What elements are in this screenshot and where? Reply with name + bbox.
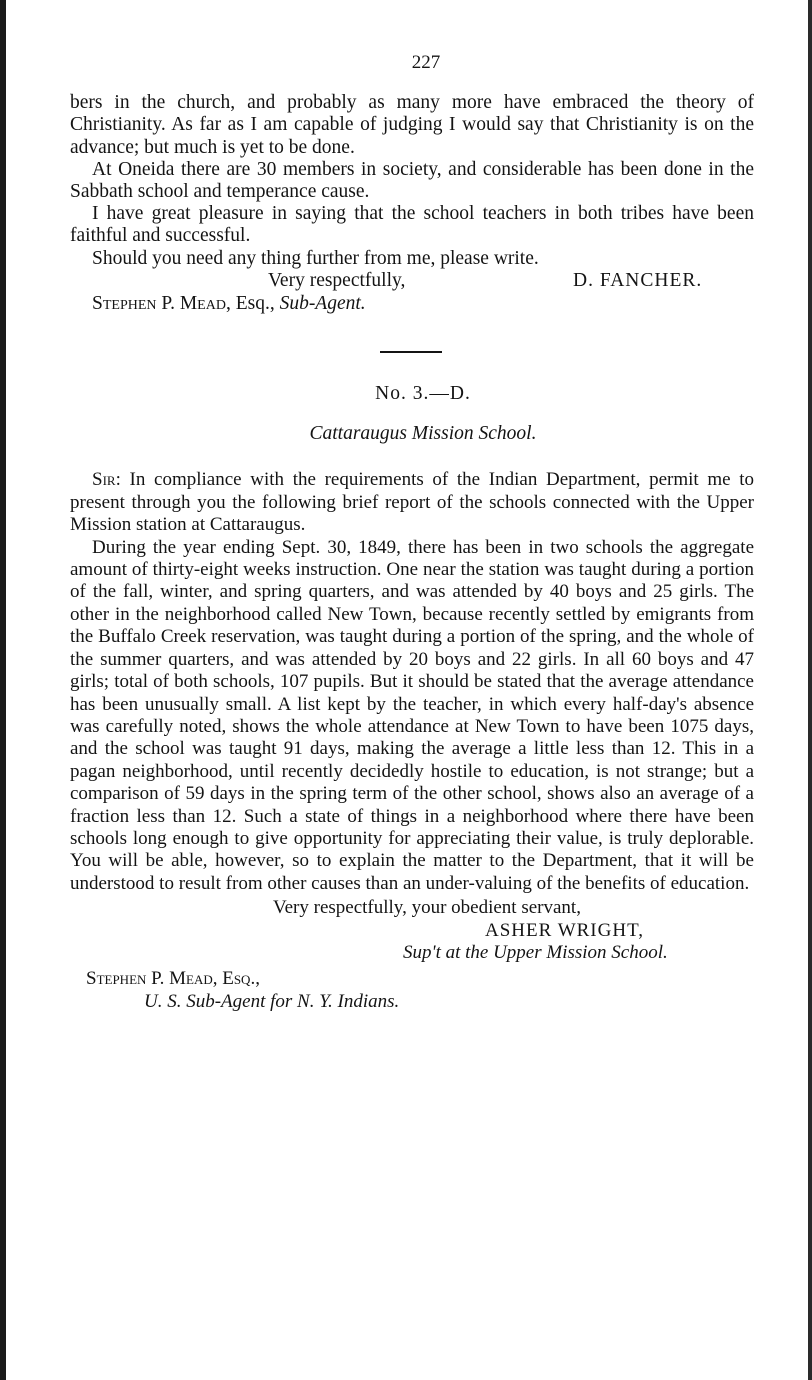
paragraph-text: : In compliance with the requirements of the Indian Department, permit me to present through you the following brief report of the schools connected with the Upper Mission station at Cattaraugus. (70, 469, 754, 536)
addressee-title: U. S. Sub-Agent for N. Y. Indians. (144, 990, 400, 1012)
scan-left-edge (0, 0, 6, 1380)
closing-text: Very respectfully, your obedient servant, (273, 897, 581, 919)
section-divider (380, 351, 442, 353)
paragraph: I have great pleasure in saying that the school teachers in both tribes have been faithful and successful. (70, 203, 754, 247)
scan-right-edge (808, 0, 812, 1380)
paragraph: bers in the church, and probably as many more have embraced the theory of Christianity. As far as I am capable of judging I would say that Christianity is on the advance; but much is yet to be done. (70, 92, 754, 158)
document-page (70, 52, 754, 1013)
salutation: Sir (92, 469, 116, 491)
closing-text: Very respectfully, (268, 269, 406, 291)
addressee-name: Stephen P. Mead, Esq., (86, 968, 260, 990)
signature-row (70, 270, 754, 293)
paragraph: Should you need any thing further from me, please write. (92, 247, 539, 269)
signer-name: D. FANCHER. (573, 269, 703, 291)
paragraph: During the year ending Sept. 30, 1849, there has been in two schools the aggregate amount of thirty-eight weeks instruction. One near the station was taught during a portion of the fall, winter, and spring quarters, and was attended by 40 boys and 25 girls. The other in the neighborhood called New Town, because recently settled by emigrants from the Buffalo Creek reservation, was taught during a portion of the spring, and the whole of the summer quarters, and was attended by 20 boys and 22 girls. In all 60 boys and 47 girls; total of both schools, 107 pupils. But it should be stated that the average attendance has been unusually small. A list kept by the teacher, in which every half-day's absence was carefully noted, shows the whole attendance at New Town to have been 1075 days, and the school was taught 91 days, making the average a little less than 12. This in a pagan neighborhood, until recently decidedly hostile to education, is not strange; but a comparison of 59 days in the spring term of the other school, shows also an average of a fraction less than 12. Such a state of things in a neighborhood where there have been schools long enough to give opportunity for appreciating their value, is truly deplorable. You will be able, however, so to explain the matter to the Department, that it will be understood to result from other causes than an under-valuing of the benefits of education. (70, 536, 754, 894)
page-number: 227 (411, 52, 441, 73)
addressee-name: Stephen P. Mead (92, 292, 226, 314)
signer-title: Sup't at the Upper Mission School. (403, 941, 668, 963)
addressee-title: Sub-Agent. (279, 292, 366, 314)
addressee (70, 293, 754, 315)
wright-letter (70, 469, 754, 1013)
addressee-suffix: , Esq., (225, 292, 280, 314)
paragraph (70, 469, 754, 536)
document-number: No. 3.—D. (375, 383, 471, 405)
document-title: Cattaraugus Mission School. (309, 423, 537, 445)
fancher-letter (70, 92, 754, 315)
paragraph: At Oneida there are 30 members in society, and considerable has been done in the Sabbath school and temperance cause. (70, 158, 754, 203)
signer-name: ASHER WRIGHT, (485, 919, 645, 941)
